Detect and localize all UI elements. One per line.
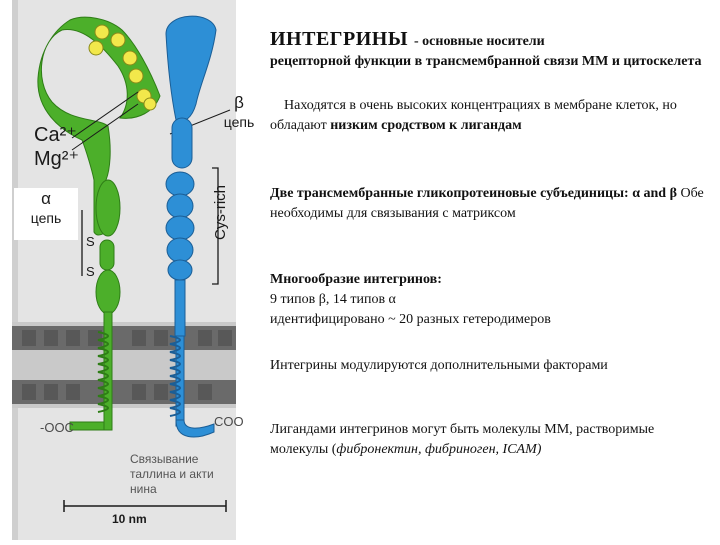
disulfide-s-bottom: S [86, 264, 95, 279]
beta-chain-label [214, 92, 264, 148]
alpha-symbol: α [41, 189, 51, 208]
page-title: ИНТЕГРИНЫ [270, 28, 408, 50]
paragraph-2-text: Находятся в очень высоких концентрациях в мембране клеток, но обладают [270, 98, 677, 133]
talin-line-3: нина [130, 482, 157, 496]
scale-label: 10 nm [112, 512, 147, 526]
paragraph-2 [270, 96, 710, 136]
paragraph-3 [270, 184, 710, 224]
alpha-cooh-label: -OOC [40, 420, 74, 435]
beta-chain-word: цепь [223, 114, 255, 130]
talin-line-2: таллина и акти [130, 467, 214, 481]
paragraph-6 [270, 420, 710, 460]
title-line [270, 28, 545, 51]
paragraph-3-text: Обе необходимы для связывания с матриксом [270, 186, 704, 221]
paragraph-4-line-2: идентифицировано ~ 20 разных гетеродимеров [270, 312, 551, 327]
disulfide-s-top: S [86, 234, 95, 249]
paragraph-1-continuation: рецепторной функции в трансмембранной связи ММ и цитоскелета [270, 54, 702, 69]
paragraph-4 [270, 270, 710, 330]
paragraph-6-italic: фибронектин, фибриноген, ICAM) [336, 442, 542, 457]
beta-symbol: β [234, 93, 244, 112]
paragraph-3-alpha-beta: α and β [632, 186, 677, 201]
paragraph-3-bold: Две трансмембранные гликопротеиновые субъединицы: [270, 186, 629, 201]
paragraph-5: Интегрины модулируются дополнительными факторами [270, 358, 608, 373]
paragraph-4-heading: Многообразие интегринов: [270, 272, 442, 287]
magnesium-label: Mg²⁺ [34, 148, 79, 170]
paragraph-6-text: Лигандами интегринов могут быть молекулы ММ, растворимые молекулы ( [270, 422, 655, 457]
cell-membrane [12, 322, 236, 408]
alpha-chain-word: цепь [30, 210, 62, 226]
talin-binding-label [130, 452, 214, 497]
alpha-chain-label [14, 188, 78, 240]
paragraph-2-bold: низким сродством к лигандам [330, 118, 522, 133]
beta-cooh-label: COO [214, 414, 244, 429]
cys-rich-label: Cys-rich [212, 185, 229, 240]
integrin-diagram [0, 0, 270, 540]
calcium-label: Ca²⁺ [34, 124, 77, 146]
talin-line-1: Связывание [130, 452, 199, 466]
title-suffix: - основные носители [414, 34, 545, 49]
paragraph-4-line-1: 9 типов β, 14 типов α [270, 292, 396, 307]
